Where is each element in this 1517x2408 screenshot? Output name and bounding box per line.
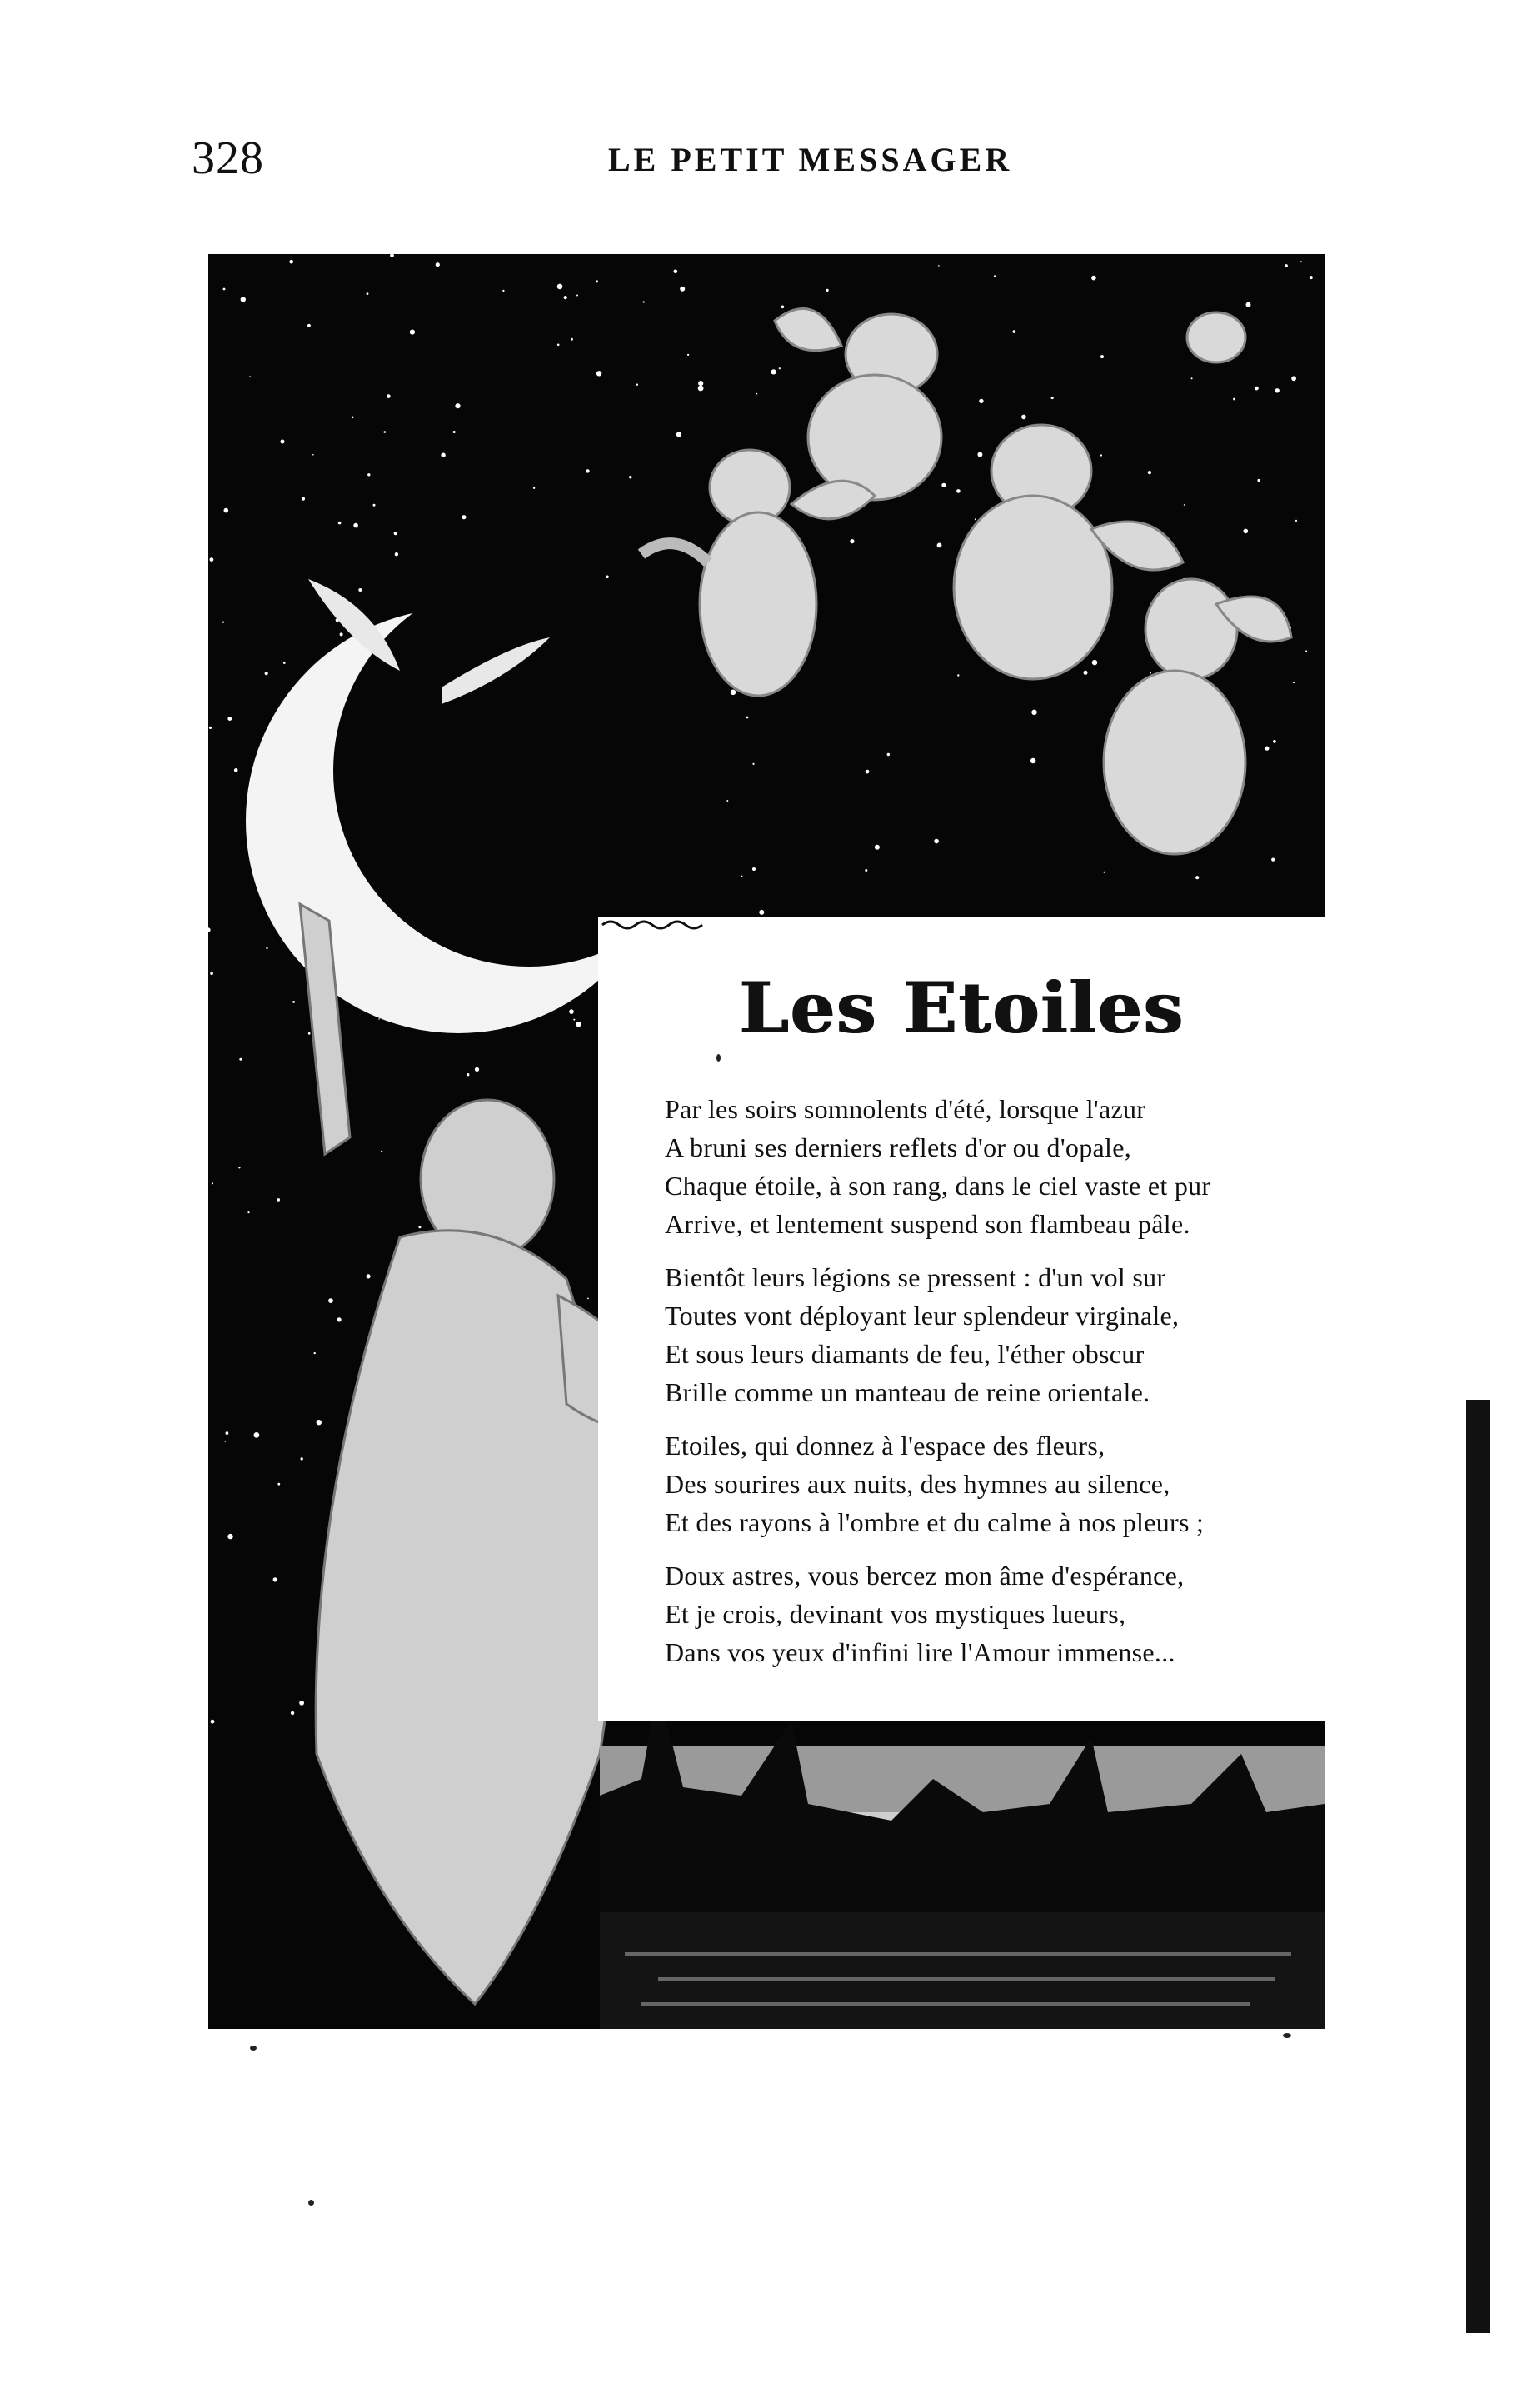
- star: [367, 473, 370, 476]
- star: [307, 324, 311, 327]
- star: [475, 1067, 479, 1072]
- star: [596, 371, 601, 376]
- star: [381, 1151, 382, 1152]
- poem-title: Les Etoiles: [738, 967, 1185, 1049]
- star: [1305, 650, 1307, 652]
- star: [210, 557, 214, 562]
- star: [352, 417, 354, 419]
- star: [1104, 872, 1105, 873]
- star: [1184, 504, 1185, 506]
- star: [238, 1167, 240, 1168]
- scan-speck: [716, 1054, 721, 1062]
- star: [875, 845, 880, 850]
- star: [680, 287, 685, 292]
- star: [308, 1032, 311, 1035]
- poem-line: Et des rayons à l'ombre et du calme à nos pleurs ;: [665, 1507, 1205, 1537]
- star: [746, 717, 749, 719]
- star: [1291, 376, 1296, 381]
- star: [314, 1352, 316, 1354]
- star: [1091, 276, 1096, 281]
- star: [224, 508, 229, 513]
- star: [277, 1198, 281, 1202]
- star: [956, 489, 961, 493]
- star: [850, 539, 854, 543]
- star: [887, 753, 890, 756]
- night-city: [600, 1687, 1325, 2029]
- star: [752, 763, 754, 765]
- star: [596, 280, 598, 282]
- poem-line: Dans vos yeux d'infini lire l'Amour immense...: [665, 1637, 1175, 1667]
- star: [1244, 529, 1249, 534]
- star: [209, 727, 212, 729]
- star: [779, 367, 781, 369]
- star: [781, 306, 785, 309]
- scan-speck: [1283, 2033, 1291, 2038]
- star: [1285, 264, 1288, 267]
- star: [378, 1018, 380, 1020]
- star: [301, 1457, 303, 1460]
- star: [210, 972, 213, 975]
- star: [455, 403, 460, 408]
- title-ornament: [598, 917, 706, 933]
- scan-edge-bar: [1466, 1400, 1490, 2333]
- star: [975, 518, 976, 520]
- star: [1275, 388, 1280, 392]
- star: [1195, 876, 1199, 879]
- poem-line: A bruni ses derniers reflets d'or ou d'opale,: [665, 1132, 1131, 1162]
- poem-line: Par les soirs somnolents d'été, lorsque l'azur: [665, 1094, 1146, 1124]
- star: [249, 376, 251, 377]
- star: [1191, 377, 1193, 379]
- star: [564, 296, 567, 299]
- star: [771, 369, 776, 374]
- star: [698, 386, 704, 392]
- star: [573, 1019, 575, 1021]
- star: [865, 869, 867, 872]
- star: [247, 1211, 249, 1213]
- star: [1255, 387, 1259, 391]
- star: [1271, 858, 1275, 862]
- star: [265, 672, 268, 675]
- star: [1295, 520, 1297, 522]
- star: [302, 497, 305, 501]
- star: [367, 1274, 371, 1278]
- star: [367, 292, 369, 295]
- star: [289, 260, 293, 264]
- star: [418, 1226, 421, 1228]
- star: [1031, 710, 1036, 715]
- star: [726, 800, 728, 802]
- star: [328, 1298, 333, 1303]
- star: [586, 469, 589, 472]
- star: [395, 552, 398, 556]
- star: [1021, 415, 1026, 420]
- star: [502, 290, 504, 292]
- star: [1100, 355, 1104, 358]
- star: [353, 523, 358, 528]
- star: [436, 262, 440, 267]
- poem-line: Arrive, et lentement suspend son flambeau pâle.: [665, 1209, 1190, 1239]
- star: [239, 1058, 242, 1061]
- star: [410, 330, 415, 335]
- star: [557, 284, 563, 290]
- star: [698, 381, 703, 386]
- star: [1273, 740, 1276, 743]
- star: [629, 476, 631, 478]
- page-number: 328: [192, 132, 264, 184]
- star: [223, 288, 226, 291]
- star: [636, 384, 638, 386]
- star: [453, 431, 456, 433]
- star: [387, 394, 391, 398]
- poem-line: Des sourires aux nuits, des hymnes au silence,: [665, 1469, 1170, 1499]
- star: [338, 522, 342, 525]
- star: [1257, 479, 1260, 482]
- star: [273, 1577, 277, 1581]
- star: [227, 1534, 232, 1539]
- star: [569, 1009, 574, 1014]
- star: [587, 1298, 589, 1300]
- star: [759, 910, 764, 915]
- star: [979, 399, 983, 403]
- star: [211, 1720, 215, 1724]
- star: [299, 1701, 304, 1706]
- star: [1013, 330, 1016, 333]
- star: [340, 632, 343, 636]
- star: [226, 1431, 229, 1435]
- star: [937, 543, 942, 548]
- star: [373, 504, 376, 507]
- scan-speck: [308, 2200, 314, 2206]
- star: [741, 876, 743, 877]
- poem-line: Toutes vont déployant leur splendeur virginale,: [665, 1301, 1180, 1331]
- star: [606, 576, 609, 579]
- star: [292, 1001, 295, 1003]
- star: [254, 1432, 260, 1438]
- star: [467, 1073, 469, 1076]
- poem-line: Brille comme un manteau de reine orientale.: [665, 1377, 1150, 1407]
- stanza-2: [665, 1258, 1315, 1411]
- poem-line: Chaque étoile, à son rang, dans le ciel vaste et pur: [665, 1171, 1211, 1201]
- star: [234, 768, 238, 772]
- star: [277, 1483, 280, 1486]
- star: [756, 393, 758, 395]
- engraving-illustration: [208, 254, 1325, 2029]
- star: [1310, 276, 1313, 279]
- poem-line: Bientôt leurs légions se pressent : d'un vol sur: [665, 1262, 1166, 1292]
- star: [1051, 397, 1054, 399]
- poem-line: Doux astres, vous bercez mon âme d'espérance,: [665, 1561, 1185, 1591]
- star: [1150, 672, 1151, 674]
- star: [225, 1441, 227, 1442]
- star: [576, 295, 578, 297]
- stanza-1: [665, 1090, 1315, 1243]
- running-title: LE PETIT MESSAGER: [608, 141, 1013, 178]
- star: [212, 1182, 213, 1184]
- star: [752, 867, 756, 871]
- star: [241, 297, 246, 302]
- star: [674, 270, 678, 274]
- cherubs: [641, 308, 1291, 854]
- star: [643, 301, 645, 302]
- star: [826, 289, 829, 292]
- star: [337, 1317, 342, 1321]
- star: [283, 662, 286, 664]
- star: [390, 254, 394, 257]
- star: [1100, 454, 1102, 456]
- poem-line: Etoiles, qui donnez à l'espace des fleurs,: [665, 1431, 1105, 1461]
- star: [317, 1420, 322, 1425]
- star: [462, 515, 466, 519]
- star: [687, 354, 689, 356]
- scan-speck: [250, 2046, 257, 2051]
- poem-line: Et je crois, devinant vos mystiques lueurs,: [665, 1599, 1126, 1629]
- star: [1030, 758, 1035, 763]
- star: [1233, 398, 1235, 401]
- poem-panel: [598, 917, 1325, 1721]
- star: [291, 1711, 294, 1715]
- star: [977, 452, 982, 457]
- star: [227, 717, 232, 721]
- star: [441, 453, 445, 457]
- star: [957, 674, 959, 676]
- star: [1246, 302, 1251, 307]
- poem-line: Et sous leurs diamants de feu, l'éther obscur: [665, 1339, 1145, 1369]
- star: [208, 927, 211, 932]
- star: [866, 770, 870, 774]
- star: [934, 839, 939, 844]
- star: [676, 432, 681, 437]
- star: [1148, 471, 1151, 474]
- star: [571, 338, 573, 341]
- star: [1092, 660, 1097, 665]
- star: [394, 532, 397, 535]
- star: [938, 265, 940, 267]
- star: [358, 588, 362, 592]
- star: [312, 454, 314, 456]
- star: [557, 344, 560, 347]
- star: [266, 947, 267, 949]
- stanza-4: [665, 1556, 1315, 1671]
- star: [576, 1022, 581, 1027]
- star: [222, 622, 224, 623]
- star: [1300, 261, 1302, 262]
- star: [1293, 682, 1295, 683]
- star: [281, 440, 285, 444]
- star: [533, 487, 535, 489]
- star: [384, 431, 387, 433]
- stanza-3: [665, 1426, 1315, 1541]
- star: [941, 483, 946, 487]
- star: [994, 275, 996, 277]
- star: [731, 690, 736, 696]
- star: [1265, 747, 1269, 751]
- star: [1084, 671, 1088, 675]
